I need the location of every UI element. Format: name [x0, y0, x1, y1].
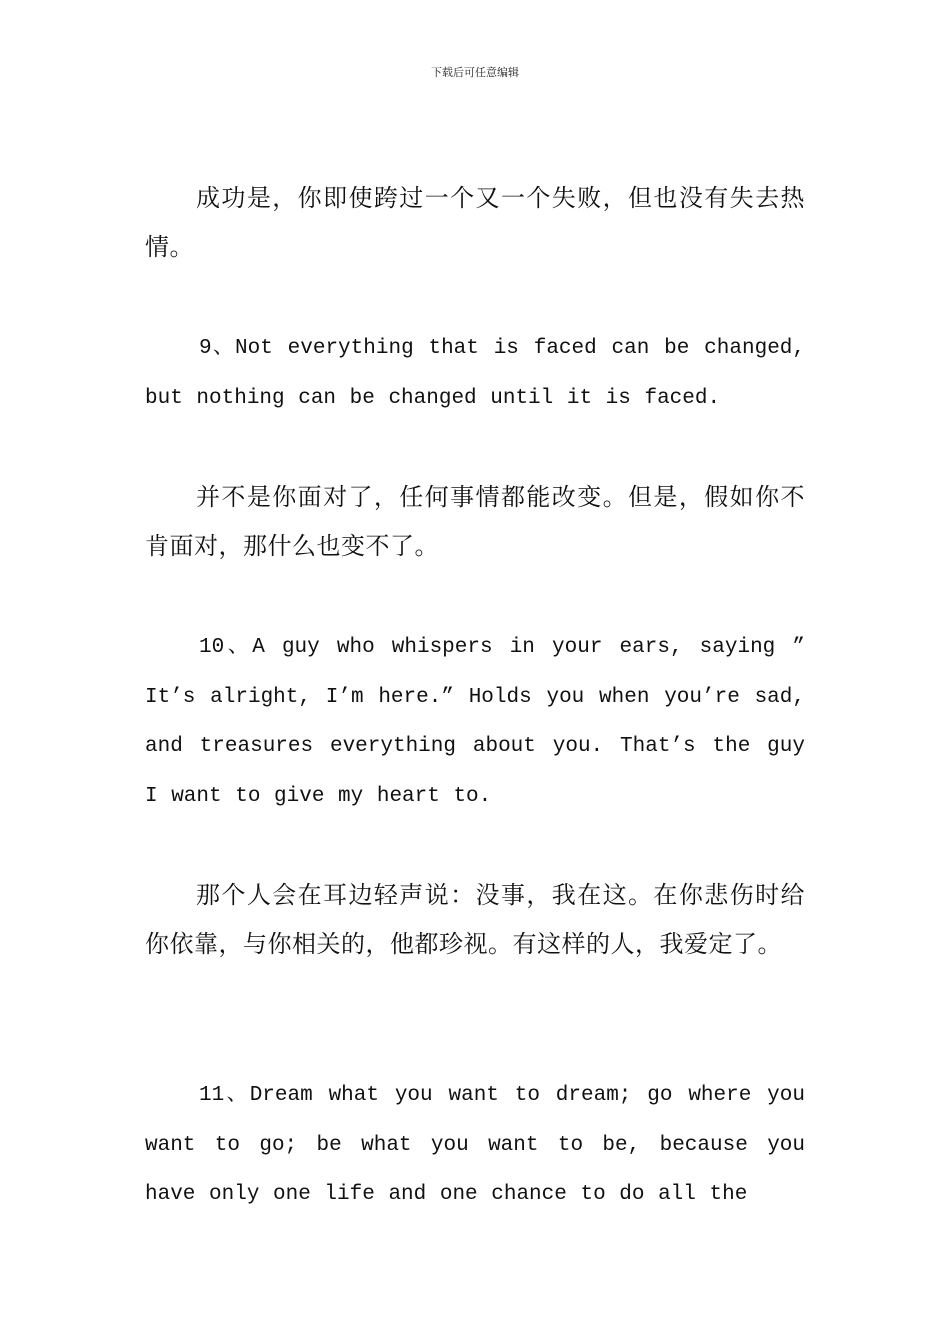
- paragraph-quote-9: 9、Not everything that is faced can be changed, but nothing can be changed until it is faced.: [145, 337, 805, 410]
- page-header: 下载后可任意编辑: [431, 66, 519, 79]
- paragraph-chinese-guy: 那个人会在耳边轻声说：没事，我在这。在你悲伤时给你依靠，与你相关的，他都珍视。有这样的人，我爱定了。: [145, 881, 805, 958]
- paragraph-quote-11: 11、Dream what you want to dream; go where you want to go; be what you want to be, because you have only one life and one chance to do all the: [145, 1084, 805, 1206]
- paragraph-chinese-success: 成功是，你即使跨过一个又一个失败，但也没有失去热情。: [145, 184, 805, 261]
- paragraph-quote-10: 10、A guy who whispers in your ears, saying ” It’s alright, I’m here.” Holds you when you’re sad, and treasures everything about you. That’s the guy I want to give my heart to.: [145, 636, 805, 808]
- paragraph-chinese-face: 并不是你面对了，任何事情都能改变。但是，假如你不肯面对，那什么也变不了。: [145, 483, 805, 560]
